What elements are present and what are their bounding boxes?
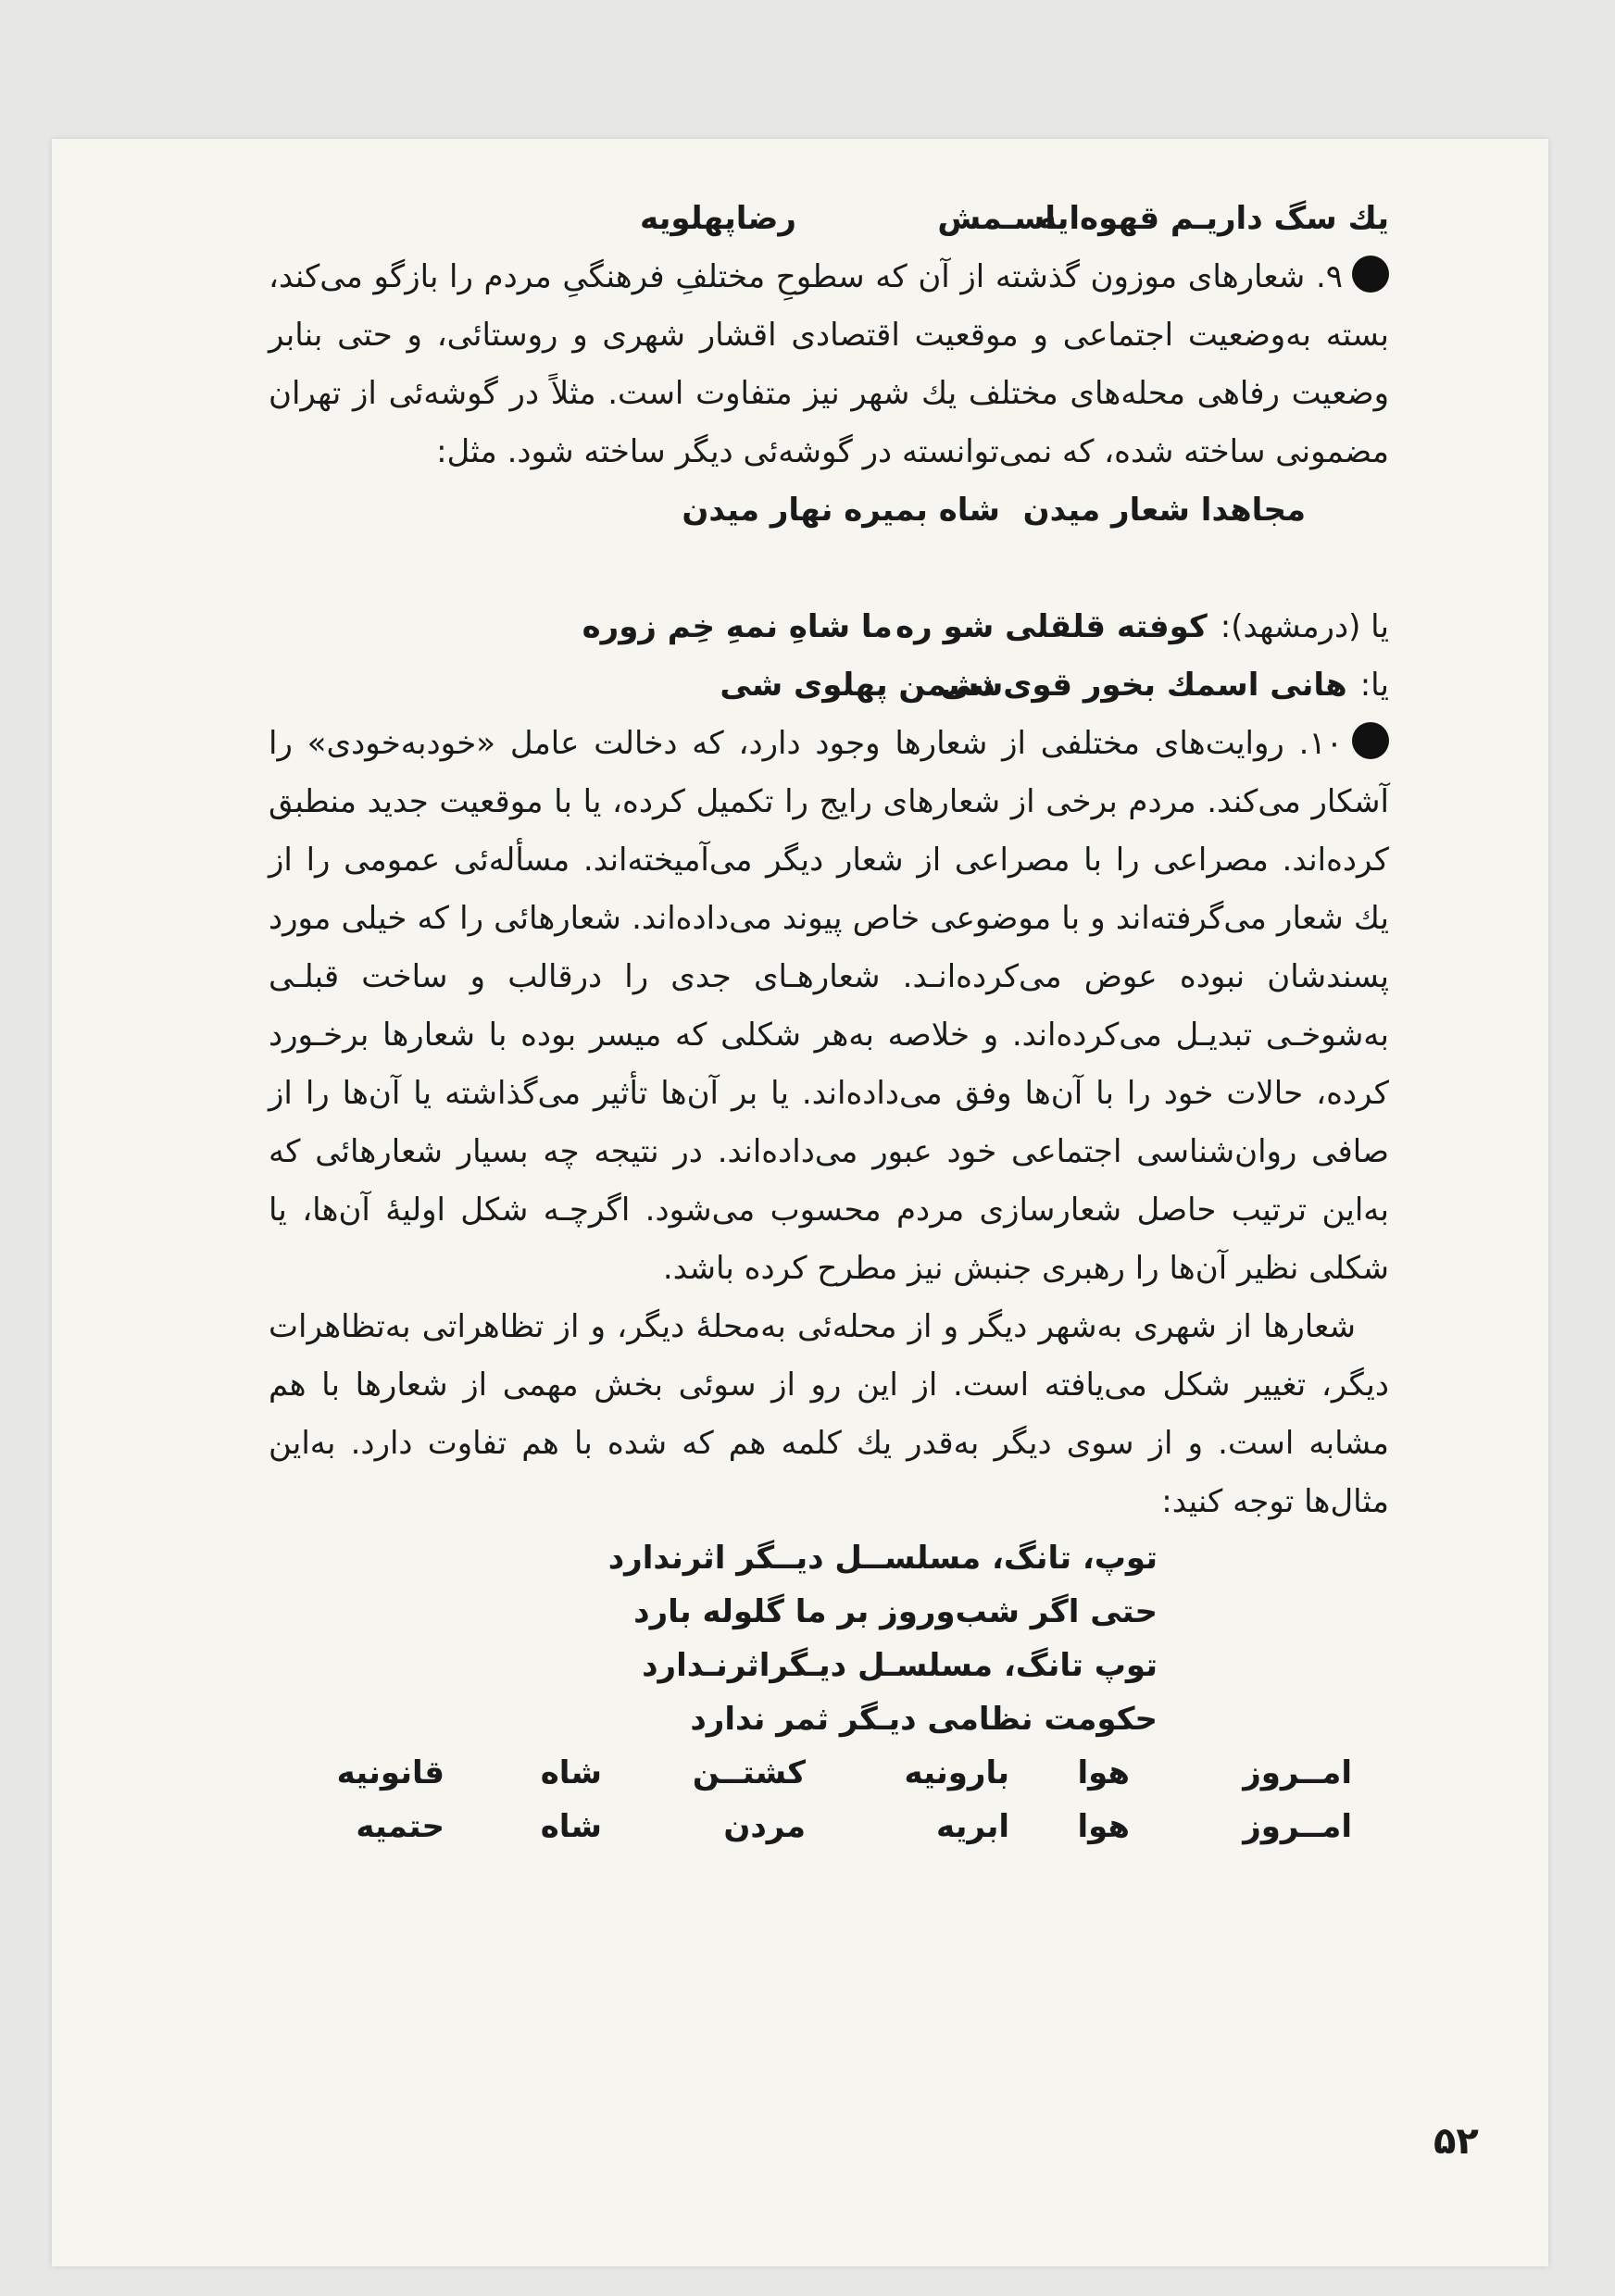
section-9-number: ۹. bbox=[1315, 258, 1344, 295]
example-2-part-2: ما شاهِ نمهِ خِم زوره bbox=[582, 608, 893, 645]
example-2-part-1: کوفته قلقلی شو ره bbox=[895, 608, 1208, 645]
table-cell: شاه bbox=[540, 1754, 602, 1791]
example-1-part-2: شاه بمیره نهار میدن bbox=[682, 492, 1000, 529]
table-cell: حتمیه bbox=[356, 1808, 444, 1845]
table-cell: قانونیه bbox=[336, 1754, 444, 1791]
shoarha-paragraph: شعارها از شهری به‌شهر دیگر و از محله‌ئی به‌محلهٔ دیگر، و از تظاهراتی به‌تظاهرات دیگر، تغییر شکل می‌یافته است. از این رو از سوئی بخش مهمی از شعارها با هم مشابه است. و از سوی دیگر به‌قدر یك کلمه هم که شده با هم تفاوت دارد. به‌این مثال‌ها توجه کنید: bbox=[269, 1308, 1389, 1520]
table-cell: امــروز bbox=[1243, 1808, 1352, 1845]
verse-line: حکومت نظامی دیـگر ثمر ندارد bbox=[690, 1701, 1158, 1738]
table-cell: هوا bbox=[1077, 1754, 1130, 1791]
table-cell: ابریه bbox=[936, 1808, 1009, 1845]
table-cell: بارونیه bbox=[904, 1754, 1009, 1791]
header-verse-part-3: رضاپهلویه bbox=[640, 200, 796, 237]
table-row bbox=[269, 1746, 1389, 1800]
section-9-text: شعارهای موزون گذشته از آن که سطوحِ مختلفِ فرهنگیِ مردم را بازگو می‌کند، بسته به‌وضعیت اجتماعی و موقعیت اقتصادی اقشار شهری و روستائی، و حتی بنابر وضعیت رفاهی محله‌های مختلف یك شهر نیز متفاوت است. مثلاً در گوشه‌ئی از تهران مضمونی ساخته شده، که نمی‌توانسته در گوشه‌ئی دیگر ساخته شود. مثل: bbox=[269, 258, 1389, 470]
header-verse-part-2: اسـمش bbox=[937, 200, 1056, 237]
example-3-part-1: هانی اسمك بخور قوی‌شی bbox=[940, 667, 1347, 704]
verse-line: توپ تانگ، مسلسـل دیـگراثرنـدارد bbox=[642, 1647, 1158, 1684]
table-cell: شاه bbox=[540, 1808, 602, 1845]
verse-block bbox=[269, 1531, 1389, 1746]
section-10-paragraph bbox=[269, 715, 1389, 1298]
section-9-paragraph bbox=[269, 248, 1389, 481]
page-number: ۵۲ bbox=[1433, 2120, 1479, 2163]
table-cell: کشتــن bbox=[692, 1754, 806, 1791]
example-3-part-2: دشمن پهلوی شی bbox=[720, 667, 995, 704]
bullet-icon bbox=[1352, 722, 1389, 759]
bullet-icon bbox=[1352, 256, 1389, 293]
section-10-text: روایت‌های مختلفی از شعارها وجود دارد، که دخالت عامل «خودبه‌خودی» را آشکار می‌کند. مردم برخی از شعارهای رایج را تکمیل کرده، یا با موقعیت جدید منطبق کرده‌اند. مصراعی را با مصراعی از شعار دیگر می‌آمیخته‌اند. مسأله‌ئی عمومی را از یك شعار می‌گرفته‌اند و با موضوعی خاص پیوند می‌داده‌اند. شعارهائی را که خیلی مورد پسندشان نبوده عوض می‌کرده‌انـد. شعارهـای جدی را درقالب و ساخت قبلـی به‌شوخـی تبدیـل می‌کرده‌اند. و خلاصه به‌هر شکلی که میسر بوده با شعارها برخـورد کرده، حالات خود را با آن‌ها وفق می‌داده‌اند. یا بر آن‌ها تأثیر می‌گذاشته یا آن‌ها را از صافی روان‌شناسی اجتماعی خود عبور می‌داده‌اند. در نتیجه چه بسیار شعارهائی که به‌این ترتیب حاصل شعارسازی مردم محسوب می‌شود. اگرچـه شکل اولیهٔ آن‌ها، یا شکلی نظیر آن‌ها را رهبری جنبش نیز مطرح کرده باشد. bbox=[269, 725, 1389, 1287]
verse-line: توپ، تانگ، مسلســل دیــگر اثرندارد bbox=[607, 1540, 1158, 1577]
table-row bbox=[269, 1800, 1389, 1853]
verse-line: حتی اگر شب‌وروز بر ما گلوله بارد bbox=[633, 1593, 1158, 1630]
table-cell: هوا bbox=[1077, 1808, 1130, 1845]
header-verse-part-1: یك سگ داریـم قهوه‌ایه bbox=[1037, 200, 1389, 237]
example-3 bbox=[269, 656, 1389, 715]
page-text bbox=[269, 190, 1389, 1853]
example-3-label: یا: bbox=[1359, 667, 1389, 704]
table-cell: امــروز bbox=[1243, 1754, 1352, 1791]
section-10-number: ۱۰. bbox=[1298, 725, 1343, 762]
example-1-part-1: مجاهدا شعار میدن bbox=[1022, 492, 1306, 529]
example-2 bbox=[269, 598, 1389, 656]
table-cell: مردن bbox=[723, 1808, 806, 1845]
header-verse bbox=[269, 190, 1389, 248]
example-1 bbox=[269, 481, 1389, 540]
example-2-label: یا (درمشهد): bbox=[1220, 608, 1389, 645]
